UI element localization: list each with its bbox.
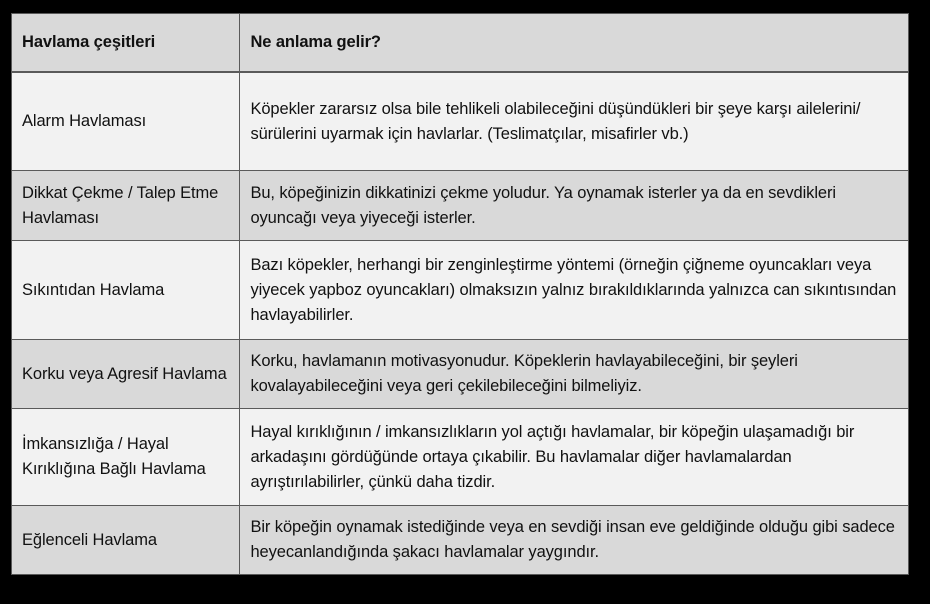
- table-row-alarm: [12, 72, 909, 171]
- header-meaning: Ne anlama gelir?: [240, 14, 909, 73]
- cell-meaning: Korku, havlamanın motivasyonudur. Köpeklerin havlayabileceğini, bir şeyleri kovalayabileceğini veya geri çekilebileceğini bilmeliyiz.: [240, 340, 909, 409]
- cell-type: Korku veya Agresif Havlama: [12, 340, 240, 409]
- cell-type: Sıkıntıdan Havlama: [12, 241, 240, 340]
- cell-type: Dikkat Çekme / Talep Etme Havlaması: [12, 171, 240, 241]
- cell-meaning: Bir köpeğin oynamak istediğinde veya en sevdiği insan eve geldiğinde olduğu gibi sadece heyecanlandığında şakacı havlamalar yaygındır.: [240, 506, 909, 575]
- cell-type: Eğlenceli Havlama: [12, 506, 240, 575]
- table-row-playful: [12, 506, 909, 575]
- table-row-attention: [12, 171, 909, 241]
- header-barking-types: Havlama çeşitleri: [12, 14, 240, 73]
- table-row-boredom: [12, 241, 909, 340]
- barking-types-table: [11, 13, 909, 575]
- cell-meaning: Bu, köpeğinizin dikkatinizi çekme yoludur. Ya oynamak isterler ya da en sevdikleri oyuncağı veya yiyeceği isterler.: [240, 171, 909, 241]
- table-row-fear: [12, 340, 909, 409]
- cell-meaning: Köpekler zararsız olsa bile tehlikeli olabileceğini düşündükleri bir şeye karşı ailelerini/ sürülerini uyarmak için havlarlar. (Teslimatçılar, misafirler vb.): [240, 72, 909, 171]
- cell-meaning: Hayal kırıklığının / imkansızlıkların yol açtığı havlamalar, bir köpeğin ulaşamadığı bir arkadaşını gördüğünde ortaya çıkabilir. Bu havlamalar diğer havlamalardan ayrıştırılabilirler, çünkü daha tizdir.: [240, 409, 909, 506]
- cell-type: İmkansızlığa / Hayal Kırıklığına Bağlı Havlama: [12, 409, 240, 506]
- table-header-row: [12, 14, 909, 73]
- cell-meaning: Bazı köpekler, herhangi bir zenginleştirme yöntemi (örneğin çiğneme oyuncakları veya yiyecek yapboz oyuncakları) olmaksızın yalnız bırakıldıklarında yalnızca can sıkıntısından havlayabilirler.: [240, 241, 909, 340]
- table-row-frustration: [12, 409, 909, 506]
- cell-type: Alarm Havlaması: [12, 72, 240, 171]
